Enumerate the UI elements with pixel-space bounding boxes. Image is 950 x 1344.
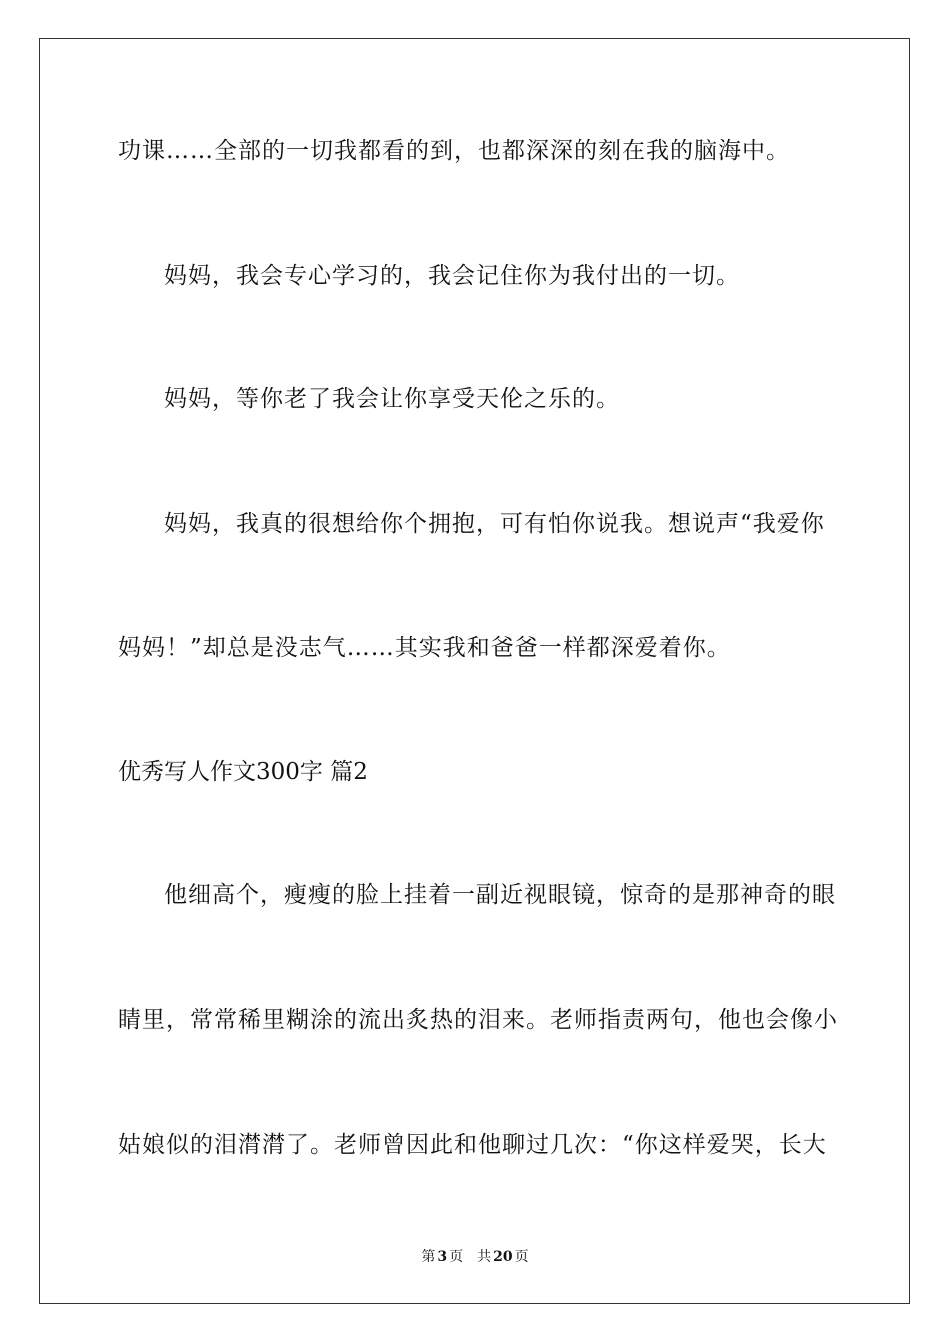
footer-total-unit: 页 (514, 1249, 529, 1265)
footer-total-prefix: 共 (477, 1249, 492, 1265)
text-line-5: 妈妈！”却总是没志气……其实我和爸爸一样都深爱着你。 (118, 635, 731, 661)
footer-page-total: 20 (493, 1249, 513, 1265)
text-line-9: 姑娘似的泪潸潸了。老师曾因此和他聊过几次：“你这样爱哭，长大 (118, 1132, 827, 1158)
text-line-1: 功课……全部的一切我都看的到，也都深深的刻在我的脑海中。 (118, 138, 790, 164)
text-line-4: 妈妈，我真的很想给你个拥抱，可有怕你说我。想说声“我爱你 (164, 511, 825, 537)
text-line-7: 他细高个，瘦瘦的脸上挂着一副近视眼镜，惊奇的是那神奇的眼 (164, 882, 836, 908)
text-line-8: 睛里，常常稀里糊涂的流出炙热的泪来。老师指责两句，他也会像小 (118, 1007, 838, 1033)
footer-page-unit: 页 (449, 1249, 464, 1265)
footer-page-current: 3 (437, 1249, 448, 1265)
page-border (39, 38, 910, 1304)
text-line-2: 妈妈，我会专心学习的，我会记住你为我付出的一切。 (164, 263, 740, 289)
footer-page-prefix: 第 (421, 1249, 436, 1265)
text-line-3: 妈妈，等你老了我会让你享受天伦之乐的。 (164, 386, 620, 412)
section-heading: 优秀写人作文300字 篇2 (118, 759, 368, 785)
page-footer (0, 1247, 950, 1267)
